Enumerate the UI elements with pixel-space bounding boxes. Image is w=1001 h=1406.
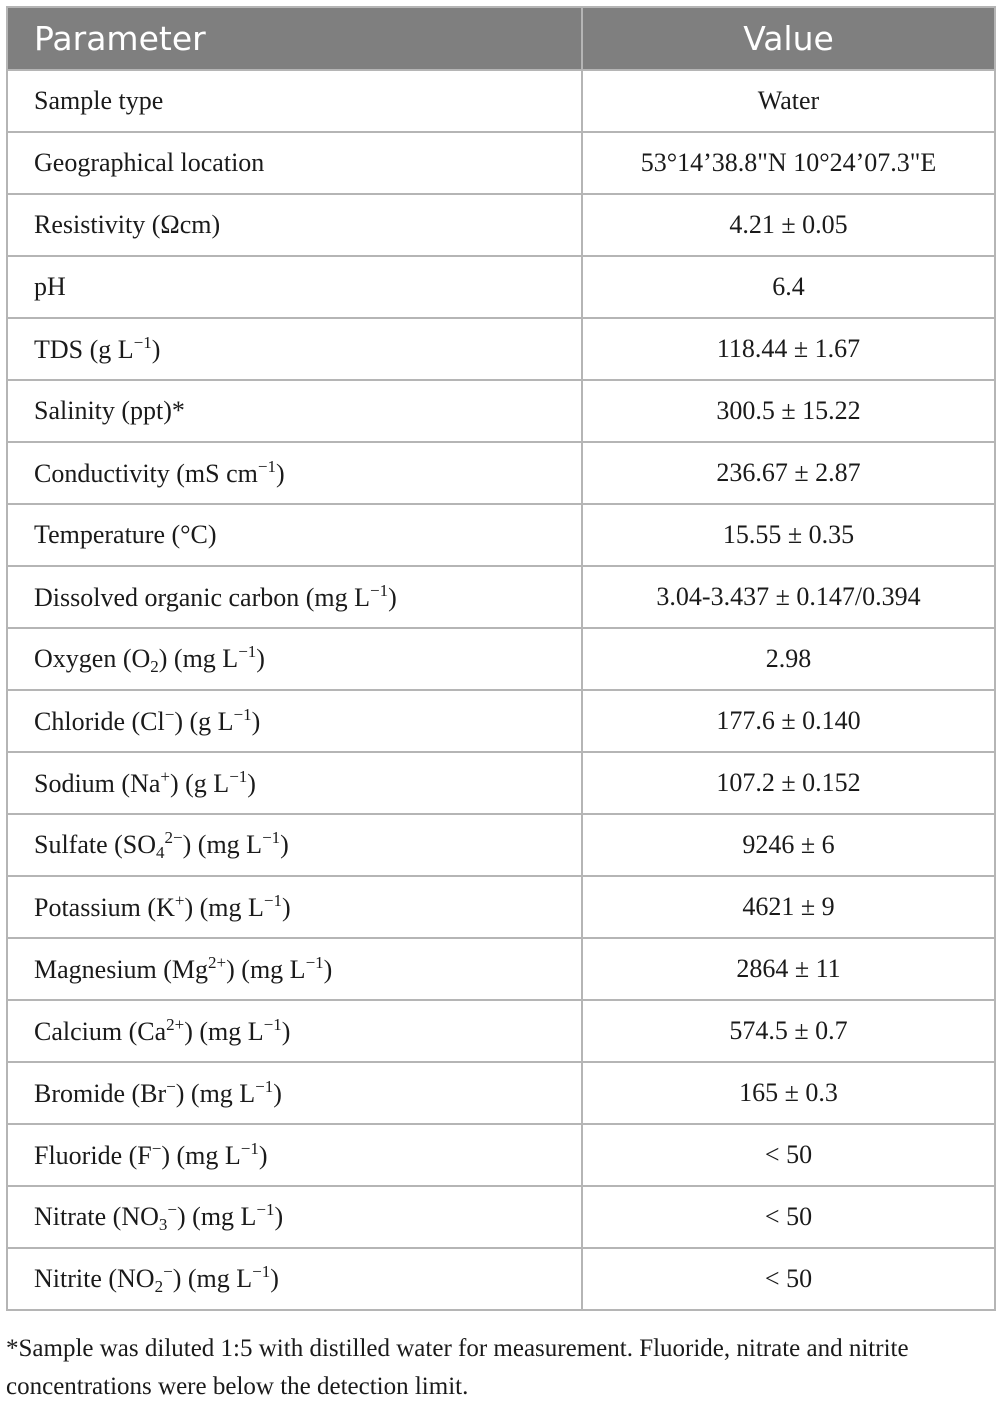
superscript: −1 xyxy=(256,1199,275,1219)
parameter-cell xyxy=(7,132,582,194)
superscript: −1 xyxy=(257,457,276,476)
value-cell: 4621 ± 9 xyxy=(582,876,995,938)
superscript: − xyxy=(151,1139,162,1158)
value-cell: 2864 ± 11 xyxy=(582,938,995,1000)
parameter-text: Geographical location xyxy=(34,148,265,177)
subscript: 3 xyxy=(158,1214,168,1234)
superscript: + xyxy=(160,767,170,786)
parameter-cell xyxy=(7,566,582,628)
value-cell: 9246 ± 6 xyxy=(582,814,995,876)
parameter-column-header: Parameter xyxy=(7,7,582,70)
parameter-text: ) xyxy=(388,583,397,612)
superscript: 2+ xyxy=(208,953,227,972)
parameter-text: ) xyxy=(256,643,265,673)
parameter-cell xyxy=(7,1186,582,1248)
parameter-cell xyxy=(7,752,582,814)
parameter-text: ) (mg L xyxy=(161,1141,241,1170)
parameter-text: Sample type xyxy=(34,86,164,115)
parameter-cell xyxy=(7,318,582,380)
value-cell: 300.5 ± 15.22 xyxy=(582,380,995,442)
parameter-text: ) (mg L xyxy=(184,1017,264,1046)
value-cell: 15.55 ± 0.35 xyxy=(582,504,995,566)
superscript: −1 xyxy=(255,1077,274,1096)
parameter-cell xyxy=(7,1000,582,1062)
value-cell: 53°14’38.8"N 10°24’07.3"E xyxy=(582,132,995,194)
superscript: + xyxy=(174,891,185,910)
table-row xyxy=(7,814,995,876)
superscript: −1 xyxy=(233,705,252,724)
table-row xyxy=(7,504,995,566)
value-cell: 574.5 ± 0.7 xyxy=(582,1000,995,1062)
parameter-cell xyxy=(7,938,582,1000)
superscript: − xyxy=(167,1199,177,1219)
value-cell: 4.21 ± 0.05 xyxy=(582,194,995,256)
parameter-cell xyxy=(7,1062,582,1124)
table-row xyxy=(7,70,995,132)
parameter-text: ) (mg L xyxy=(177,1201,257,1231)
parameter-text: Calcium (Ca xyxy=(34,1017,167,1046)
parameter-text: ) xyxy=(273,1079,282,1108)
parameter-text: Bromide (Br xyxy=(34,1079,167,1108)
parameter-cell xyxy=(7,690,582,752)
parameter-text: Temperature (°C) xyxy=(34,520,217,549)
table-row xyxy=(7,1248,995,1310)
table-row xyxy=(7,876,995,938)
parameter-text: Dissolved organic carbon (mg L xyxy=(34,583,370,612)
parameter-cell xyxy=(7,70,582,132)
parameter-cell xyxy=(7,504,582,566)
parameter-text: ) xyxy=(270,1263,279,1293)
table-row xyxy=(7,132,995,194)
table-row xyxy=(7,566,995,628)
parameter-text: Conductivity (mS cm xyxy=(34,459,258,488)
parameter-text: ) xyxy=(247,769,256,798)
parameter-text: Chloride (Cl xyxy=(34,707,165,736)
parameter-text: ) (mg L xyxy=(158,643,239,673)
table-row xyxy=(7,1186,995,1248)
parameter-text: TDS (g L xyxy=(34,335,134,364)
parameter-text: Fluoride (F xyxy=(34,1141,152,1170)
parameter-text: Sulfate (SO xyxy=(34,829,157,859)
subscript: 2 xyxy=(154,1276,164,1296)
parameter-text: ) xyxy=(251,707,261,736)
superscript: −1 xyxy=(252,1261,271,1281)
parameter-text: Sodium (Na xyxy=(34,769,161,798)
superscript: −1 xyxy=(305,953,324,972)
value-cell: 3.04-3.437 ± 0.147/0.394 xyxy=(582,566,995,628)
parameter-cell xyxy=(7,442,582,504)
table-row xyxy=(7,194,995,256)
parameter-cell xyxy=(7,1248,582,1310)
parameter-cell xyxy=(7,876,582,938)
value-cell: 165 ± 0.3 xyxy=(582,1062,995,1124)
table-header xyxy=(7,7,995,70)
parameter-text: ) xyxy=(281,893,291,922)
parameter-text: ) (mg L xyxy=(184,893,264,922)
parameter-text: ) (mg L xyxy=(182,829,263,859)
parameter-cell xyxy=(7,256,582,318)
parameter-text: ) xyxy=(151,335,161,364)
subscript: 2 xyxy=(150,656,159,676)
table-body xyxy=(7,70,995,1310)
superscript: − xyxy=(166,1077,176,1096)
water-parameters-table xyxy=(6,6,996,1311)
superscript: −1 xyxy=(229,767,248,786)
table-row xyxy=(7,442,995,504)
parameter-text: ) (g L xyxy=(169,769,230,798)
parameter-text: pH xyxy=(34,272,66,301)
parameter-cell xyxy=(7,628,582,690)
value-cell: 236.67 ± 2.87 xyxy=(582,442,995,504)
parameter-text: Resistivity (Ωcm) xyxy=(34,210,221,239)
parameter-text: ) xyxy=(258,1141,268,1170)
superscript: − xyxy=(164,705,175,724)
parameter-text: Oxygen (O xyxy=(34,643,151,673)
parameter-text: ) xyxy=(274,1201,284,1231)
parameter-text: Magnesium (Mg xyxy=(34,955,209,984)
superscript: 2− xyxy=(164,827,183,847)
parameter-text: ) xyxy=(323,955,333,984)
parameter-text: ) xyxy=(281,1017,291,1046)
superscript: −1 xyxy=(240,1139,259,1158)
parameter-cell xyxy=(7,380,582,442)
parameter-text: Nitrite (NO xyxy=(34,1263,155,1293)
parameter-text: Salinity (ppt)* xyxy=(34,396,185,425)
value-column-header: Value xyxy=(582,7,995,70)
table-row xyxy=(7,938,995,1000)
table-row xyxy=(7,380,995,442)
superscript: −1 xyxy=(133,333,152,352)
value-cell: 107.2 ± 0.152 xyxy=(582,752,995,814)
table-row xyxy=(7,1062,995,1124)
subscript: 4 xyxy=(156,842,165,862)
value-cell: 6.4 xyxy=(582,256,995,318)
superscript: −1 xyxy=(263,1015,282,1034)
parameter-text: Potassium (K xyxy=(34,893,175,922)
parameter-text: ) (mg L xyxy=(175,1079,256,1108)
value-cell: < 50 xyxy=(582,1124,995,1186)
parameter-text: ) (g L xyxy=(174,707,234,736)
table-footnote: *Sample was diluted 1:5 with distilled water for measurement. Fluoride, nitrate and nitrite concentrations were below the detection limit. xyxy=(6,1335,909,1400)
superscript: −1 xyxy=(262,827,281,847)
header-row xyxy=(7,7,995,70)
parameter-text: ) xyxy=(275,459,285,488)
table-row xyxy=(7,628,995,690)
value-cell: < 50 xyxy=(582,1186,995,1248)
value-cell: 177.6 ± 0.140 xyxy=(582,690,995,752)
parameter-text: ) xyxy=(280,829,289,859)
table-row xyxy=(7,318,995,380)
table-row xyxy=(7,1000,995,1062)
table-row xyxy=(7,752,995,814)
parameter-cell xyxy=(7,1124,582,1186)
parameter-cell xyxy=(7,194,582,256)
value-cell: 118.44 ± 1.67 xyxy=(582,318,995,380)
table-row xyxy=(7,690,995,752)
table-row xyxy=(7,256,995,318)
value-cell: < 50 xyxy=(582,1248,995,1310)
value-cell: Water xyxy=(582,70,995,132)
table-row xyxy=(7,1124,995,1186)
superscript: −1 xyxy=(263,891,282,910)
superscript: −1 xyxy=(238,641,257,661)
superscript: − xyxy=(163,1261,173,1281)
superscript: 2+ xyxy=(166,1015,185,1034)
parameter-cell xyxy=(7,814,582,876)
parameter-text: Nitrate (NO xyxy=(34,1201,159,1231)
parameter-text: ) (mg L xyxy=(226,955,306,984)
value-cell: 2.98 xyxy=(582,628,995,690)
parameter-text: ) (mg L xyxy=(172,1263,253,1293)
superscript: −1 xyxy=(370,581,389,600)
